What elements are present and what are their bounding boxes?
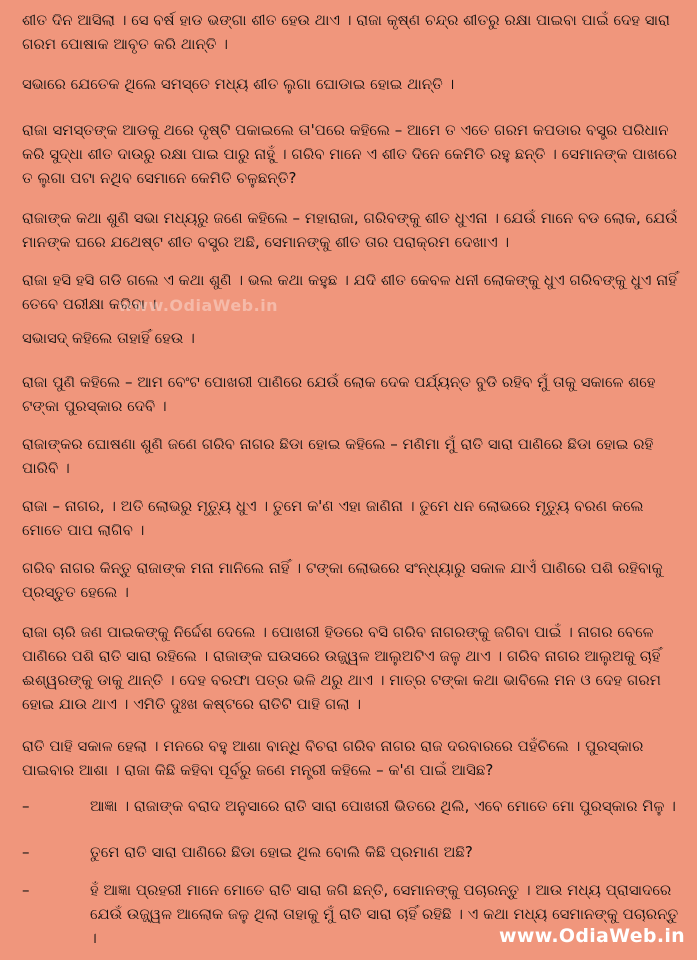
paragraph: ରାଜା ଚାରି ଜଣ ପାଇକଙ୍କୁ ନିର୍ଦ୍ଦେଶ ଦେଲେ । ପୋଖରୀ ହିଡରେ ବସି ଗରିବ ନାଗରଙ୍କୁ ଜଗିବା ପାଇଁ । ନାଗର ବେଳେ ପାଣିରେ ପଶି ରାତି ସାରା ରହିଲେ । ରାଜାଙ୍କ ଘଉସରେ ଉଜ୍ଜ୍ୱଳ ଆଲୁଅଟିଏ ଜଳୁ ଥାଏ । ଗରିବ ନାଗର ଆଲୁଅକୁ ଚାହିଁ ଈଶ୍ୱରଙ୍କୁ ଡାକୁ ଥାନ୍ତି । ଦେହ ବରଫା ପତ୍ର ଭଳି ଥରୁ ଥାଏ । ମାତ୍ର ଟଙ୍କା କଥା ଭାବିଲେ ମନ ଓ ଦେହ ଗରମ ହୋଇ ଯାଉ ଥାଏ । ଏମିତି ଦୁଃଖ କଷ୍ଟରେ ରାତିଟି ପାହି ଗଲା ।: [22, 623, 661, 713]
dialogue-text: ଆଜ୍ଞା । ରାଜାଙ୍କ ବରାଦ ଅନୁସାରେ ରାତି ସାରା ପୋଖରୀ ଭିତରେ ଥିଲି, ଏବେ ମୋତେ ମୋ ପୁରସ୍କାର ମିଳୁ ।: [90, 797, 676, 815]
dialogue-line: [22, 794, 682, 818]
dialogue-text: ତୁମେ ରାତି ସାରା ପାଣିରେ ଛିଡା ହୋଇ ଥିଲ ବୋଲି କିଛି ପ୍ରମାଣ ଅଛି?: [90, 843, 473, 861]
paragraph: ରାଜା ହସି ହସି ଗଡି ଗଲେ ଏ କଥା ଶୁଣି । ଭଲ କଥା କହୁଛ । ଯଦି ଶୀତ କେବଳ ଧନୀ ଲୋକଙ୍କୁ ଧୁଏ ଗରିବଙ୍କୁ ଧୁଏ ନାହିଁ ତେବେ ପରୀକ୍ଷା କରିବା ।: [22, 271, 678, 313]
paragraph: ରାଜା – ନାଗର, । ଅତି ଲୋଭରୁ ମୃତ୍ୟୁ ଧୁଏ । ତୁମେ କ'ଣ ଏହା ଜାଣିନା । ତୁମେ ଧନ ଲୋଭରେ ମୃତ୍ୟୁ ବରଣ କଲେ ମୋତେ ପାପ ଲାଗିବ ।: [22, 497, 644, 539]
paragraph: ସଭାରେ ଯେତେକ ଥିଲେ ସମସ୍ତେ ମଧ୍ୟ ଶୀତ ଲୁଗା ଘୋଡାଇ ହୋଇ ଥାନ୍ତି ।: [22, 75, 455, 93]
dialogue-line: [22, 840, 682, 864]
paragraph: ରାଜାଙ୍କର ଘୋଷଣା ଶୁଣି ଜଣେ ଗରିବ ନାଗର ଛିଡା ହୋଇ କହିଲେ – ମଣିମା ମୁଁ ରାତି ସାରା ପାଣିରେ ଛିଡା ହୋଇ ରହି ପାରିବି ।: [22, 435, 654, 477]
paragraph: ରାଜା ସମସ୍ତଙ୍କ ଆଡକୁ ଥରେ ଦୃଷ୍ଟି ପକାଇଲେ ତା'ପରେ କହିଲେ – ଆମେ ତ ଏତେ ଗରମ କପଡାର ବସ୍ତ୍ର ପରିଧାନ କରି ସୁଦ୍ଧା ଶୀତ ଦାଉରୁ ରକ୍ଷା ପାଇ ପାରୁ ନାହୁଁ । ଗରିବ ମାନେ ଏ ଶୀତ ଦିନେ କେମିତି ରହୁ ଛନ୍ତି । ସେମାନଙ୍କ ପାଖରେ ତ ଲୁଗା ପଟା ନଥିବ ସେମାନେ କେମିତି ଚଳୁଛନ୍ତି?: [22, 121, 677, 187]
paragraph: ରାଜାଙ୍କ କଥା ଶୁଣି ସଭା ମଧ୍ୟରୁ ଜଣେ କହିଲେ – ମହାରାଜା, ଗରିବଙ୍କୁ ଶୀତ ଧୁଏନା । ଯେଉଁ ମାନେ ବଡ ଲୋକ, ଯେଉଁ ମାନଙ୍କ ଘରେ ଯଥେଷ୍ଟ ଶୀତ ବସ୍ତ୍ର ଅଛି, ସେମାନଙ୍କୁ ଶୀତ ତାର ପରାକ୍ରମ ଦେଖାଏ ।: [22, 209, 678, 251]
dialogue-dash: –: [22, 881, 30, 899]
site-footer-url[interactable]: www.OdiaWeb.in: [499, 925, 685, 947]
dialogue-dash: –: [22, 843, 30, 861]
dialogue-text: ହଁ ଆଜ୍ଞା ପ୍ରହରୀ ମାନେ ମୋତେ ରାତି ସାରା ଜଗି ଛନ୍ତି, ସେମାନଙ୍କୁ ପଚାରନ୍ତୁ । ଆଉ ମଧ୍ୟ ପ୍ରାସାଦରେ ଯେଉଁ ଉଜ୍ଜ୍ୱଳ ଆଲୋକ ଜଳୁ ଥିଲା ତାହାକୁ ମୁଁ ରାତି ସାରା ଚାହିଁ ରହିଛି । ଏ କଥା ମଧ୍ୟ ସେମାନଙ୍କୁ ପଚାରନ୍ତୁ ।: [90, 881, 679, 947]
paragraph: ଗରିବ ନାଗର କିନ୍ତୁ ରାଜାଙ୍କ ମନା ମାନିଲେ ନାହିଁ । ଟଙ୍କା ଲୋଭରେ ସଂନ୍ଧ୍ୟାରୁ ସକାଳ ଯାଏଁ ପାଣିରେ ପଶି ରହିବାକୁ ପ୍ରସ୍ତୁତ ହେଲେ ।: [22, 559, 663, 601]
paragraph: ସଭାସଦ୍ କହିଲେ ତାହାହିଁ ହେଉ ।: [22, 329, 195, 347]
paragraph: ରାଜା ପୁଣି କହିଲେ – ଆମ ବେଂଟ ପୋଖରୀ ପାଣିରେ ଯେଉଁ ଲୋକ ଦେକ ପର୍ଯ୍ୟନ୍ତ ବୁଡି ରହିବ ମୁଁ ତାକୁ ସକାଳେ ଶହେ ଟଙ୍କା ପୁରସ୍କାର ଦେବି ।: [22, 373, 656, 415]
paragraph: ଶୀତ ଦିନ ଆସିଲା । ସେ ବର୍ଷ ହାଡ ଭଙ୍ଗା ଶୀତ ହେଉ ଥାଏ । ରାଜା କୃଷ୍ଣ ଚନ୍ଦ୍ର ଶୀତରୁ ରକ୍ଷା ପାଇବା ପାଇଁ ଦେହ ସାରା ଗରମ ପୋଷାକ ଆବୃତ କରି ଥାନ୍ତି ।: [22, 11, 670, 53]
paragraph: ରାତି ପାହି ସକାଳ ହେଲା । ମନରେ ବହୁ ଆଶା ବାନ୍ଧି ବିଚରା ଗରିବ ନାଗର ରାଜ ଦରବାରରେ ପହଁଚିଲେ । ପୁରସ୍କାର ପାଇବାର ଆଶା । ରାଜା କିଛି କହିବା ପୂର୍ବରୁ ଜଣେ ମନ୍ତ୍ରୀ କହିଲେ – କ'ଣ ପାଇଁ ଆସିଛ?: [22, 737, 644, 779]
dialogue-dash: –: [22, 797, 30, 815]
watermark: www.OdiaWeb.in: [118, 296, 279, 315]
